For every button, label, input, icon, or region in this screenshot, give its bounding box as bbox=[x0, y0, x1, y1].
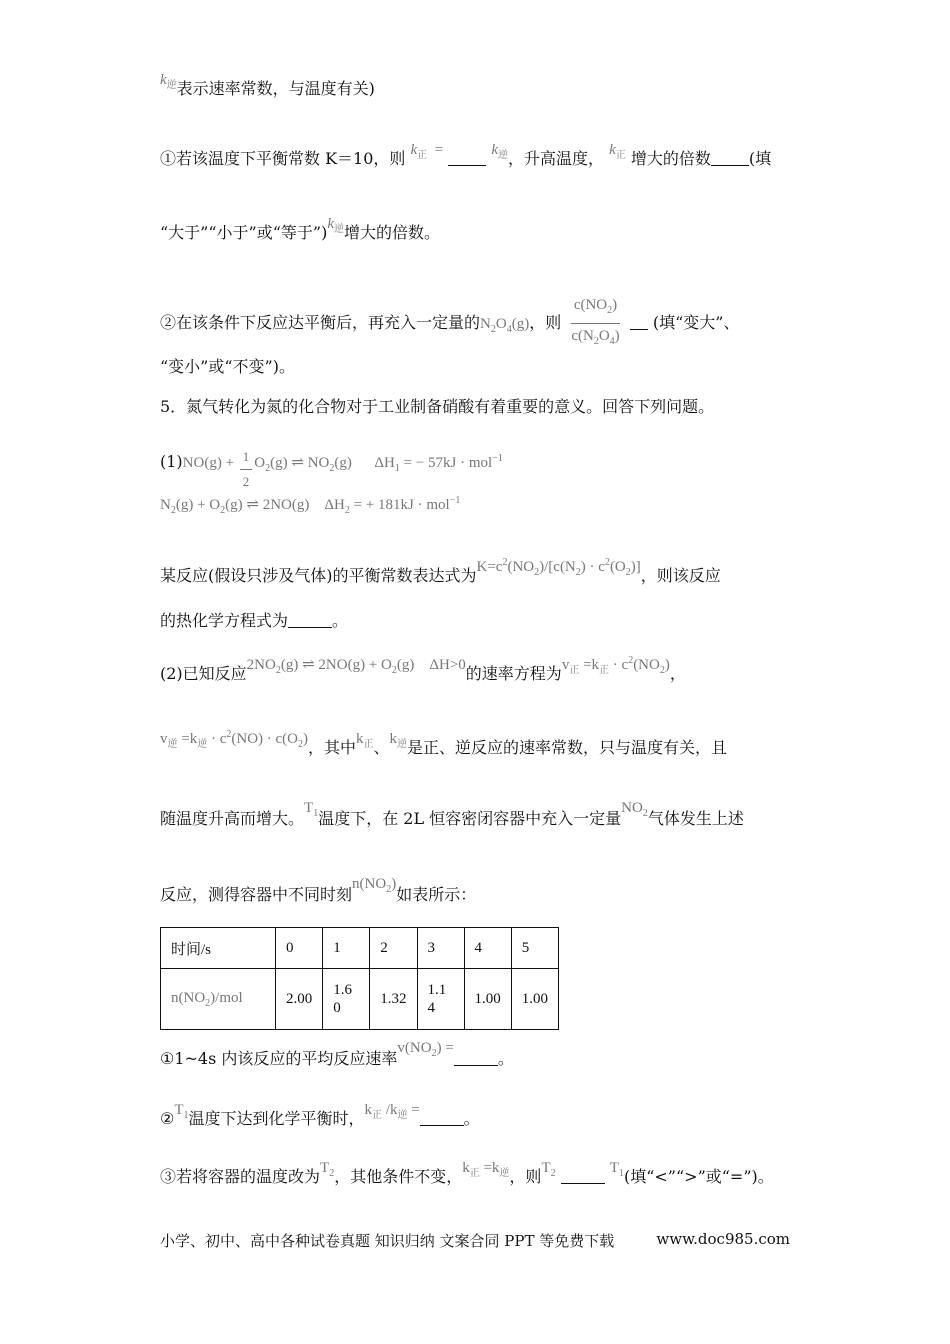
text-span: ①若该温度下平衡常数 K＝10，则 bbox=[160, 149, 406, 168]
table-cell: 1 bbox=[323, 928, 370, 969]
table-row bbox=[161, 928, 559, 969]
text-span: 、 bbox=[373, 738, 390, 757]
text-line-3: “大于”“小于”或“等于$”)k_逆$增大的倍数。 bbox=[160, 216, 441, 242]
text-span: 温度下，在 2L 恒容密闭容器中充入一定量 bbox=[318, 809, 622, 828]
text-span: 温度下达到化学平衡时， bbox=[188, 1109, 365, 1128]
text-line-9: 某反应(假设只涉及气体)的平衡常数表达式为$K=c^2(NO_2)/[c(N_2) \cdot c^2(O_2)]$，则该反应 bbox=[160, 557, 721, 585]
table-cell: 2.00 bbox=[276, 969, 323, 1030]
reaction-1: (1)NO(g) + $\frac{1}{2}$ $O_2(g)$ ⇌ $NO_2(g)$ $\Delta H_1$ = − 57kJ · mol$^{-1}$ bbox=[160, 440, 503, 487]
text-span: (填“<”“>”或“=”)。 bbox=[623, 1167, 774, 1186]
text-span: ③若将容器的温度改为 bbox=[160, 1167, 321, 1186]
data-table bbox=[160, 927, 559, 1030]
text-span: ，则 bbox=[509, 1167, 542, 1186]
text-span: ，其中 bbox=[308, 738, 357, 757]
text-span: ，则 bbox=[529, 313, 562, 332]
table-cell: 4 bbox=[464, 928, 511, 969]
text-line-2: ①若该温度下平衡常数 K＝10，则 $k_正 = k_逆$，升高温度， $k_正$ 增大的倍数 (填 bbox=[160, 142, 772, 168]
text-line-1: $k_逆$表示速率常数，与温度有关) bbox=[160, 72, 375, 98]
answer-blank[interactable] bbox=[711, 149, 749, 166]
table-cell: 3 bbox=[417, 928, 464, 969]
answer-blank[interactable] bbox=[561, 1167, 605, 1184]
text-span: (填“变大”、 bbox=[652, 313, 740, 332]
text-span: 增大的倍数 bbox=[630, 149, 711, 168]
text-span: 。 bbox=[332, 611, 349, 630]
table-cell: 1.1 4 bbox=[417, 969, 464, 1030]
table-cell: 1.00 bbox=[464, 969, 511, 1030]
answer-blank[interactable] bbox=[448, 149, 486, 166]
table-cell: 2 bbox=[370, 928, 417, 969]
text-span: 。 bbox=[463, 1109, 480, 1128]
table-row bbox=[161, 969, 559, 1030]
table-cell: 1.32 bbox=[370, 969, 417, 1030]
text-span: ，则该反应 bbox=[640, 566, 721, 585]
text-line-13: 随温度升高而增大。$T_1$温度下，在 2L 恒容密闭容器中充入一定量$NO_2$气体发生上述 bbox=[160, 800, 744, 828]
text-span: (填 bbox=[748, 149, 772, 168]
text-span: ，升高温度， bbox=[508, 149, 605, 168]
text-span: “大于”“小于”或“等于”) bbox=[160, 223, 328, 242]
table-cell: 时间/s bbox=[161, 928, 276, 969]
text-line-11: (2)已知反应$2NO_2(g)$ ⇌ $2NO(g) + O_2(g)$ ΔH>0的速率方程为$v_正 =k_正 \cdot c^2(NO_2)$， bbox=[160, 655, 686, 683]
text-line-5: “变小”或“不变”)。 bbox=[160, 357, 295, 376]
text-span: (2)已知反应 bbox=[160, 664, 247, 683]
concentration-fraction: $\frac{c(NO_2)}{c(N_2O_4)}$ bbox=[568, 294, 622, 353]
table-cell: 1.00 bbox=[511, 969, 558, 1030]
reaction-2: $N_2(g) + O_2(g)$ ⇌ 2NO(g) $\Delta H_2$ = + 181kJ · mol$^{-1}$ bbox=[160, 495, 461, 516]
text-span: ② bbox=[160, 1109, 175, 1128]
text-span: 的速率方程为 bbox=[465, 664, 562, 683]
sub-question-1: ①1~4s 内该反应的平均反应速率$v(NO_2)$ =。 bbox=[160, 1040, 514, 1068]
text-span: 反应，测得容器中不同时刻 bbox=[160, 885, 353, 904]
text-line-14: 反应，测得容器中不同时刻$n(NO_2)$如表所示： bbox=[160, 876, 477, 904]
answer-blank[interactable] bbox=[630, 313, 648, 330]
text-line-12: $v_逆 =k_逆 \cdot c^2(NO) \cdot c(O_2)$，其中$k_正$、$k_逆$是正、逆反应的速率常数，只与温度有关，且 bbox=[160, 729, 728, 757]
text-span: 某反应(假设只涉及气体)的平衡常数表达式为 bbox=[160, 566, 477, 585]
page-footer bbox=[160, 1230, 790, 1251]
footer-url[interactable]: www.doc985.com bbox=[656, 1230, 790, 1248]
text-span: 表示速率常数，与温度有关) bbox=[176, 79, 375, 98]
text-span: ②在该条件下反应达平衡后，再充入一定量的 bbox=[160, 313, 481, 332]
text-span: 增大的倍数。 bbox=[344, 223, 441, 242]
text-line-4: ②在该条件下反应达平衡后，再充入一定量的$N_2O_4(g)$，则 $\frac{c(NO_2)}{c(N_2O_4)}$ (填“变大”、 bbox=[160, 294, 739, 353]
sub-question-3: ③若将容器的温度改为$T_2$，其他条件不变，$k_正 =k_逆$，则$T_2$ $T_1$(填“<”“>”或“=”)。 bbox=[160, 1160, 774, 1186]
answer-blank[interactable] bbox=[420, 1109, 464, 1126]
text-span: 如表所示： bbox=[396, 885, 477, 904]
sub-question-2: $②T_1$温度下达到化学平衡时，$k_正$ $/k_逆$ = 。 bbox=[160, 1102, 480, 1128]
question-5-title: 5．氮气转化为氮的化合物对于工业制备硝酸有着重要的意义。回答下列问题。 bbox=[160, 397, 715, 416]
text-span: 随温度升高而增大。 bbox=[160, 809, 305, 828]
text-span: 是正、逆反应的速率常数，只与温度有关，且 bbox=[407, 738, 728, 757]
text-span: ①1~4s 内该反应的平均反应速率 bbox=[160, 1049, 398, 1068]
table-cell: 0 bbox=[276, 928, 323, 969]
text-span: 气体发生上述 bbox=[647, 809, 744, 828]
text-line-10 bbox=[160, 610, 348, 632]
footer-text: 小学、初中、高中各种试卷真题 知识归纳 文案合同 PPT 等免费下载 bbox=[160, 1232, 615, 1250]
table-cell: 1.6 0 bbox=[323, 969, 370, 1030]
text-span: 。 bbox=[497, 1049, 514, 1068]
text-span: ， bbox=[669, 664, 686, 683]
answer-blank[interactable] bbox=[288, 611, 332, 628]
text-span: (1) bbox=[160, 451, 183, 471]
table-cell: 5 bbox=[511, 928, 558, 969]
text-span: ，其他条件不变， bbox=[334, 1167, 463, 1186]
text-span: 的热化学方程式为 bbox=[160, 611, 289, 630]
answer-blank[interactable] bbox=[454, 1049, 498, 1066]
table-cell: $n(NO_2)$/mol bbox=[161, 969, 276, 1030]
